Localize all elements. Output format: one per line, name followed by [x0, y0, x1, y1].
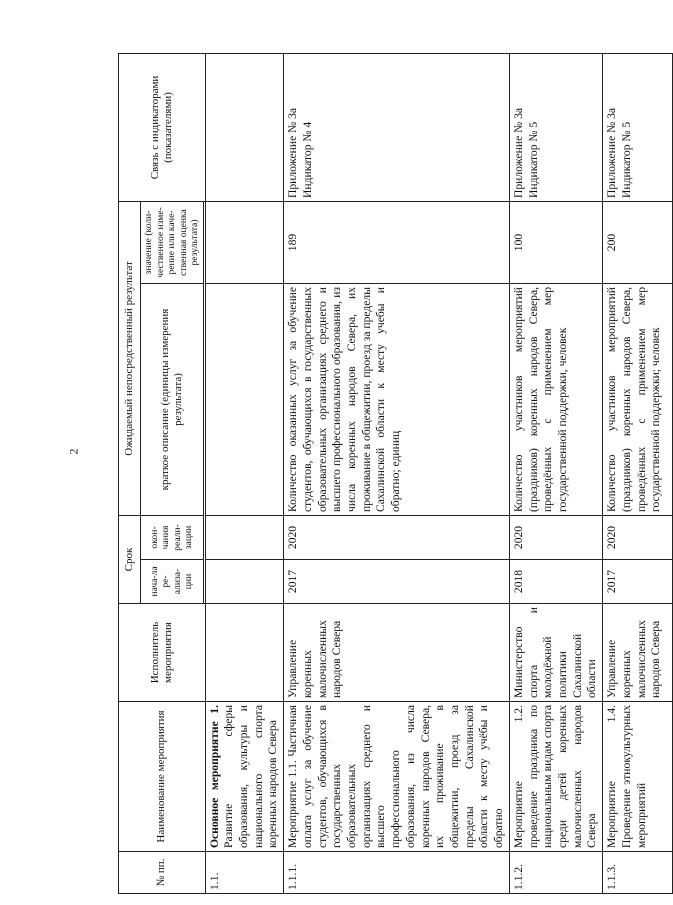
row-name: Мероприятие 1.2. проведение праздника по национальным видам спорта среди детей коренных малочисленных народов Севера: [509, 702, 602, 852]
row-executor: Министерство спорта и молодёжной политики Сахалинской области: [509, 604, 602, 702]
row-name: Мероприятие 1.1. Частичная оплата услуг за обучение студентов, обучающихся в государственных образовательных организациях среднего и высшего профессионального образования, из числа коренных народов Севера, их проживание в общежитии, проезд за пределы Сахалинской области к месту учёбы и обратно: [284, 702, 510, 852]
row-value: 189: [284, 201, 510, 283]
row-executor: Управление коренных малочисленных народов Севера: [603, 604, 673, 702]
row-link: Приложение № 3а Индикатор № 5: [603, 53, 673, 201]
table-row: [603, 53, 673, 893]
rotated-table-container: [118, 54, 663, 894]
row-end: 2020: [509, 516, 602, 560]
row-link: Приложение № 3а Индикатор № 5: [509, 53, 602, 201]
table-row: [205, 53, 284, 893]
header-result-value: значение (коли-чественное изме-рение или каче-ственная оценка результата): [141, 201, 204, 283]
row-name-bold: Основное мероприятие 1.: [207, 705, 221, 848]
row-end: [205, 516, 284, 560]
row-name-text: Развитие сферы образования, культуры и национального спорта коренных народов Севера: [222, 705, 280, 848]
header-term-start: нача-ла ре-ализа-ции: [141, 560, 204, 604]
header-no: № пп.: [119, 852, 206, 894]
row-executor: [205, 604, 284, 702]
row-link: Приложение № 3а Индикатор № 4: [284, 53, 510, 201]
header-result: Ожидаемый непосредственный результат: [119, 201, 141, 515]
row-no: 1.1.3.: [603, 852, 673, 894]
row-value: 200: [603, 201, 673, 283]
row-no: 1.1.1.: [284, 852, 510, 894]
header-name: Наименование мероприятия: [119, 702, 206, 852]
row-start: 2017: [284, 560, 510, 604]
events-table: [118, 53, 673, 894]
header-term-end: окон-чания реали-зации: [141, 516, 204, 560]
row-start: 2018: [509, 560, 602, 604]
header-executor: Исполнитель мероприятия: [119, 604, 206, 702]
page-number: 2: [66, 448, 81, 455]
row-start: [205, 560, 284, 604]
row-desc: Количество оказанных услуг за обучение студентов, обучающихся в государственных образовательных организациях среднего и высшего профессионального образования, из числа коренных народов Севера, их проживание в общежитии, проезд за пределы Сахалинской области к месту учебы и обратно; единиц: [284, 284, 510, 516]
header-result-desc: краткое описание (единицы измерения результата): [141, 284, 204, 516]
header-link: Связь с индикаторами (показателями): [119, 53, 206, 201]
row-end: 2020: [284, 516, 510, 560]
row-desc: [205, 284, 284, 516]
row-no: 1.1.2.: [509, 852, 602, 894]
row-value: [205, 201, 284, 283]
table-row: [509, 53, 602, 893]
row-end: 2020: [603, 516, 673, 560]
row-executor: Управление коренных малочисленных народов Севера: [284, 604, 510, 702]
row-desc: Количество участников мероприятий (праздников) коренных народов Севера, проведённых с применением мер государственной поддержки, человек: [509, 284, 602, 516]
row-start: 2017: [603, 560, 673, 604]
header-term: Срок: [119, 516, 141, 604]
row-name: [205, 702, 284, 852]
table-row: [284, 53, 510, 893]
row-link: [205, 53, 284, 201]
row-no: 1.1.: [205, 852, 284, 894]
row-desc: Количество участников мероприятий (праздников) коренных народов Севера, проведённых с применением мер государственной поддержки; человек: [603, 284, 673, 516]
row-value: 100: [509, 201, 602, 283]
row-name: Мероприятие 1.4. Проведение этнокультурных мероприятий: [603, 702, 673, 852]
